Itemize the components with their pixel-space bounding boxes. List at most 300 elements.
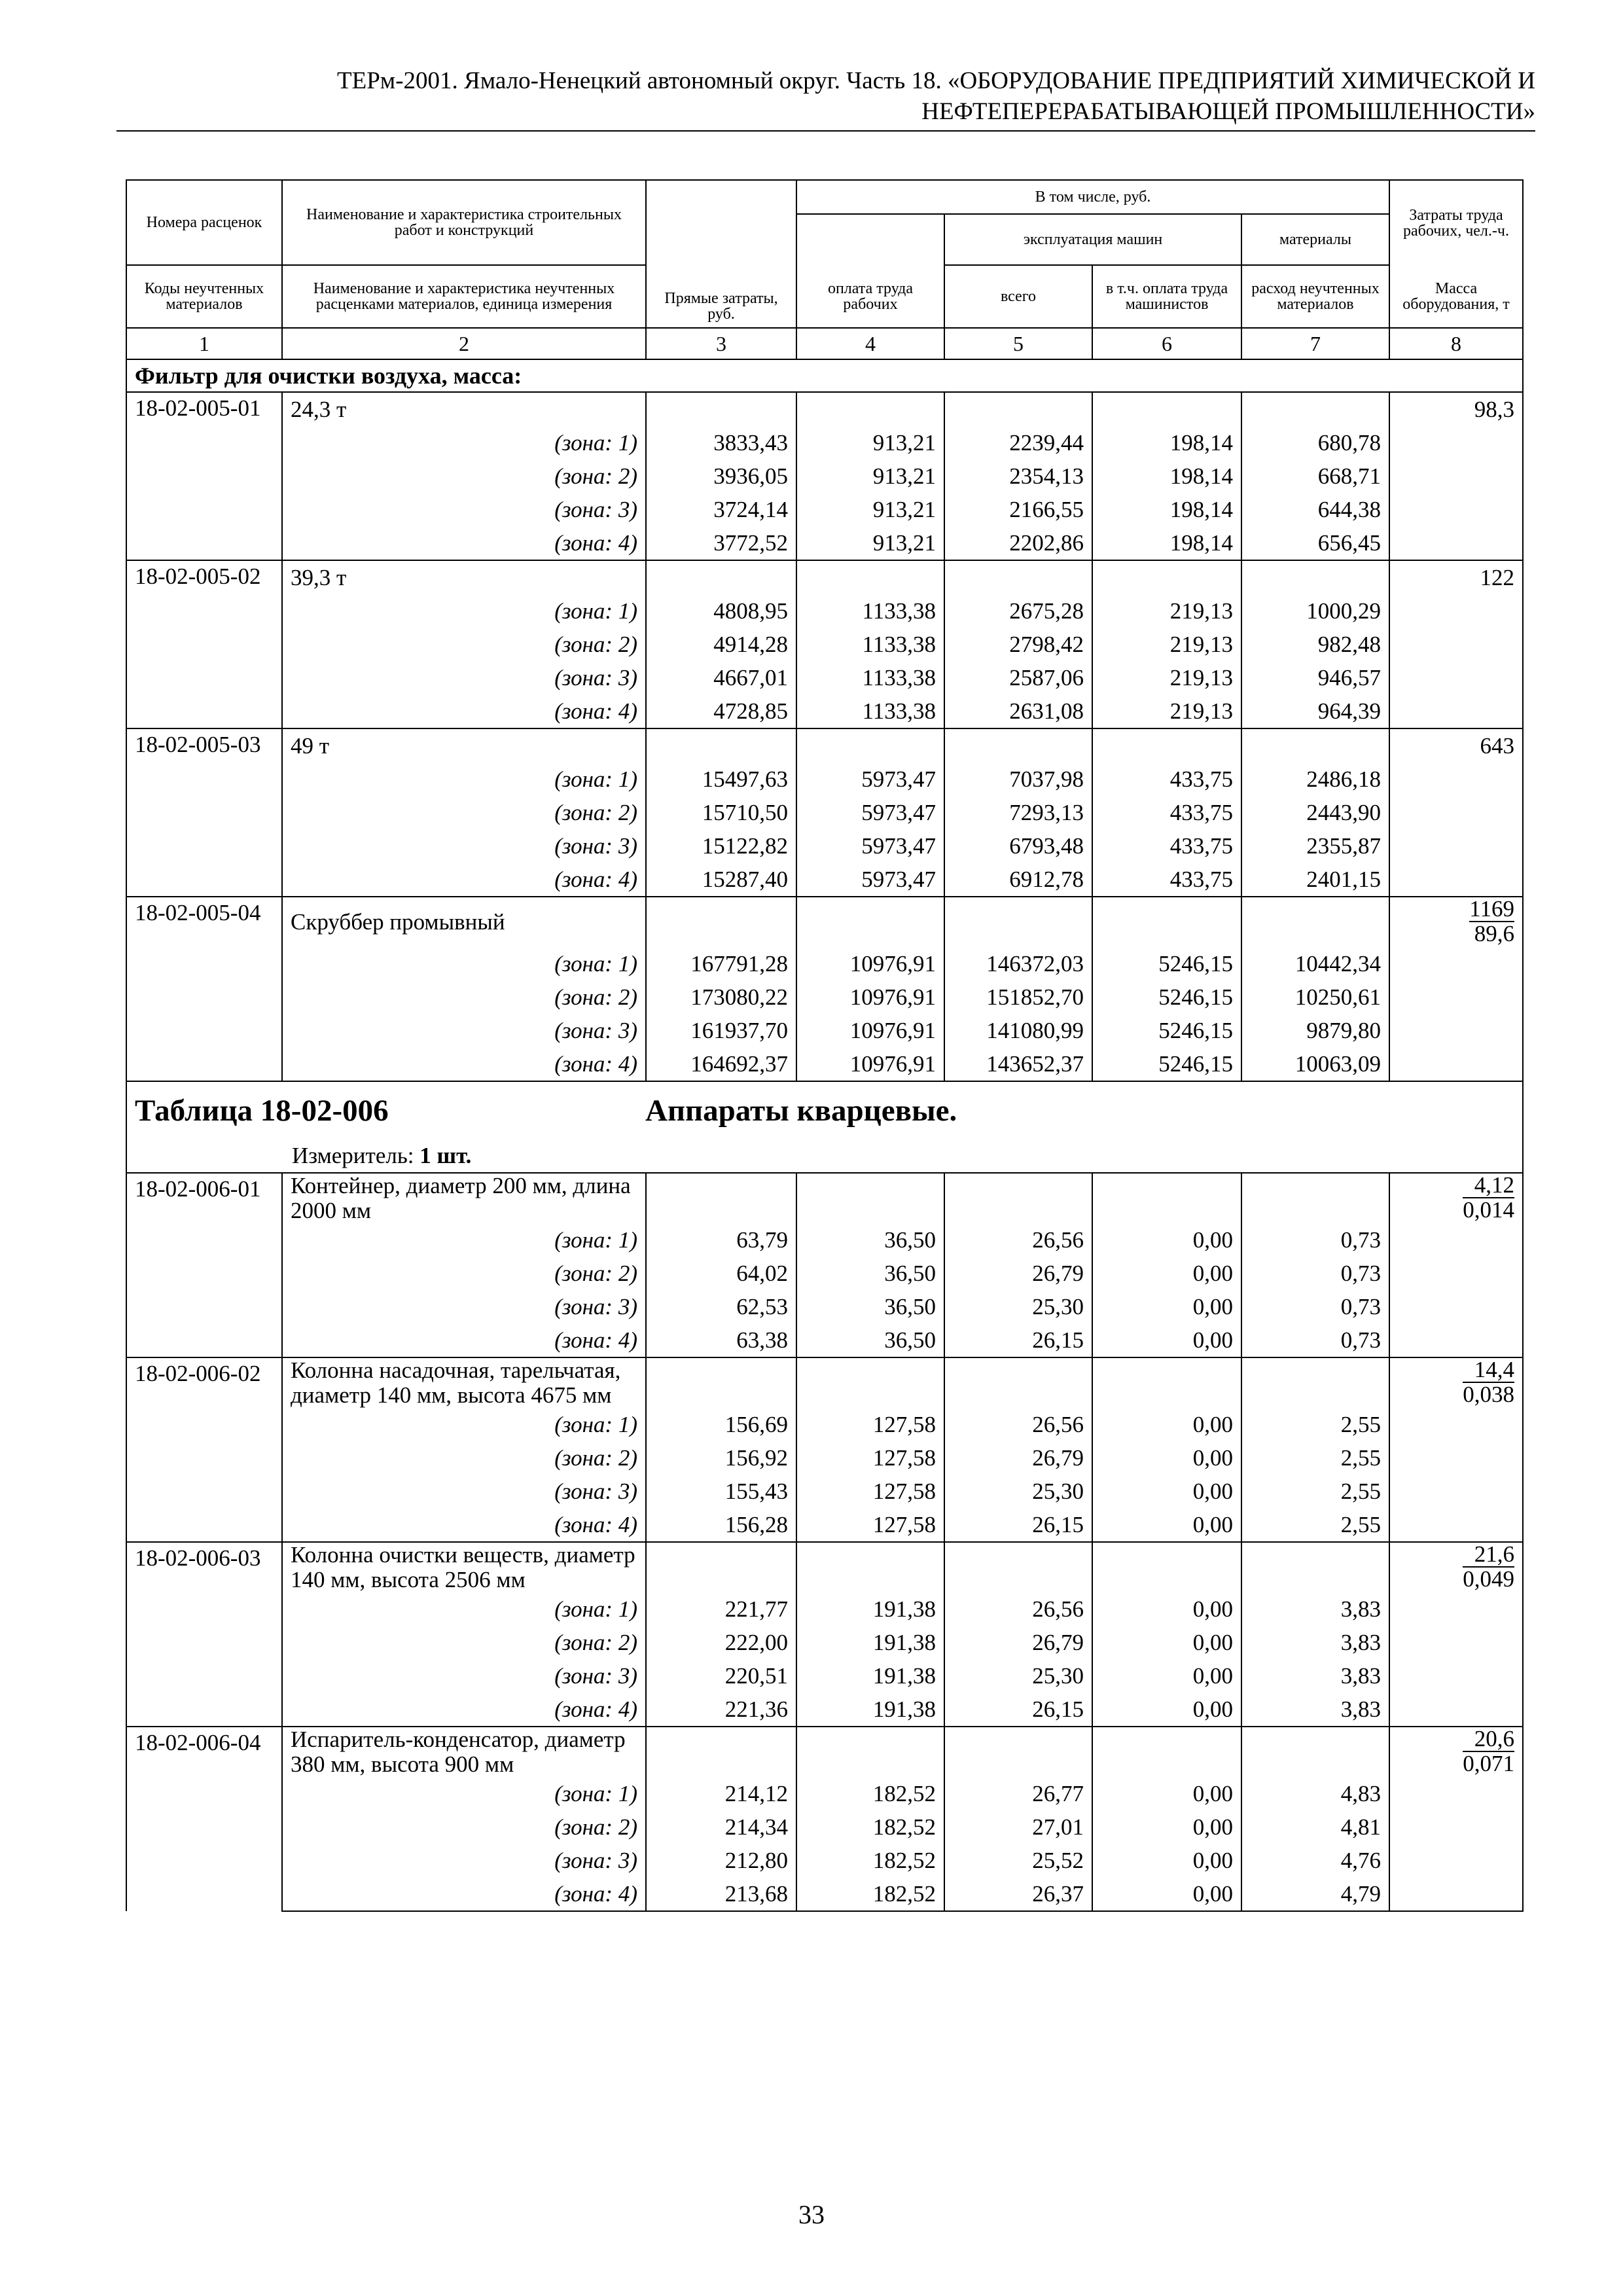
zone-row: [126, 1877, 1523, 1911]
direct-costs-value: 4728,85: [646, 694, 796, 728]
rate-item-row: [126, 1173, 1523, 1223]
empty-cell: [1389, 694, 1523, 728]
empty-cell: [1241, 897, 1389, 947]
rate-item-row: [126, 1542, 1523, 1592]
machinists-pay-value: 0,00: [1092, 1810, 1241, 1844]
zone-label: (зона: 1): [282, 1223, 646, 1257]
worker-pay-value: 10976,91: [796, 980, 944, 1014]
materials-value: 3,83: [1241, 1659, 1389, 1693]
rate-code: 18-02-005-02: [126, 560, 282, 728]
column-number: 5: [944, 328, 1092, 359]
machines-total-value: 26,56: [944, 1408, 1092, 1441]
empty-cell: [796, 560, 944, 594]
direct-costs-value: 156,69: [646, 1408, 796, 1441]
direct-costs-value: 173080,22: [646, 980, 796, 1014]
rate-description: Контейнер, диаметр 200 мм, длина 2000 мм: [282, 1173, 646, 1223]
worker-pay-value: 10976,91: [796, 1014, 944, 1047]
direct-costs-value: 156,28: [646, 1508, 796, 1542]
zone-row: [126, 661, 1523, 694]
direct-costs-value: 155,43: [646, 1475, 796, 1508]
direct-costs-value: 164692,37: [646, 1047, 796, 1081]
zone-row: [126, 796, 1523, 829]
zone-row: [126, 863, 1523, 897]
meter-row: [126, 1139, 1523, 1173]
materials-value: 2355,87: [1241, 829, 1389, 863]
machines-total-value: 141080,99: [944, 1014, 1092, 1047]
worker-pay-value: 191,38: [796, 1626, 944, 1659]
direct-costs-value: 4914,28: [646, 628, 796, 661]
equipment-mass-header: Масса оборудования, т: [1389, 265, 1523, 328]
zone-label: (зона: 2): [282, 1810, 646, 1844]
column-number: 3: [646, 328, 796, 359]
empty-cell: [944, 1727, 1092, 1777]
table-title-cell: [126, 1081, 1523, 1139]
machinists-pay-value: 433,75: [1092, 829, 1241, 863]
direct-costs-value: 62,53: [646, 1290, 796, 1323]
machines-total-value: 25,30: [944, 1475, 1092, 1508]
empty-cell: [796, 1542, 944, 1592]
empty-cell: [1241, 1542, 1389, 1592]
machinists-pay-value: 0,00: [1092, 1475, 1241, 1508]
worker-pay-value: 36,50: [796, 1323, 944, 1357]
empty-cell: [1389, 1408, 1523, 1441]
empty-cell: [1389, 594, 1523, 628]
machinists-pay-header: в т.ч. оплата труда машинистов: [1092, 265, 1241, 328]
rate-code: 18-02-006-03: [126, 1542, 282, 1727]
col1-top-header: Номера расценок: [126, 180, 282, 265]
labor-cost-value: 643: [1389, 728, 1523, 762]
machines-total-value: 26,77: [944, 1777, 1092, 1810]
machines-total-value: 7037,98: [944, 762, 1092, 796]
worker-pay-header: оплата труда рабочих: [796, 265, 944, 328]
zone-label: (зона: 3): [282, 493, 646, 526]
labor-cost-value: 1169: [1469, 897, 1514, 922]
zone-row: [126, 1810, 1523, 1844]
labor-cost-value: 21,6: [1463, 1543, 1514, 1568]
worker-pay-value: 182,52: [796, 1810, 944, 1844]
empty-cell: [646, 1727, 796, 1777]
labor-costs-header: Затраты труда рабочих, чел.-ч.: [1389, 180, 1523, 265]
zone-label: (зона: 1): [282, 1777, 646, 1810]
machines-total-value: 26,15: [944, 1323, 1092, 1357]
rate-item-row: [126, 1357, 1523, 1408]
zone-label: (зона: 2): [282, 1257, 646, 1290]
machines-total-value: 2202,86: [944, 526, 1092, 560]
materials-value: 3,83: [1241, 1693, 1389, 1727]
machinists-pay-value: 0,00: [1092, 1290, 1241, 1323]
column-number: 8: [1389, 328, 1523, 359]
materials-value: 668,71: [1241, 459, 1389, 493]
section-title: Фильтр для очистки воздуха, масса:: [126, 359, 1523, 392]
direct-costs-value: 15497,63: [646, 762, 796, 796]
labor-mass-fraction: [1463, 1358, 1514, 1407]
direct-costs-value: 156,92: [646, 1441, 796, 1475]
zone-label: (зона: 3): [282, 1290, 646, 1323]
worker-pay-value: 5973,47: [796, 762, 944, 796]
rate-description: 39,3 т: [282, 560, 646, 594]
worker-pay-value: 5973,47: [796, 829, 944, 863]
machines-total-value: 26,56: [944, 1223, 1092, 1257]
empty-cell: [1389, 1844, 1523, 1877]
rate-code: 18-02-005-04: [126, 897, 282, 1081]
worker-pay-value: 127,58: [796, 1508, 944, 1542]
machinists-pay-value: 0,00: [1092, 1441, 1241, 1475]
machines-total-value: 26,79: [944, 1257, 1092, 1290]
worker-pay-value: 913,21: [796, 493, 944, 526]
worker-pay-value: 191,38: [796, 1592, 944, 1626]
empty-cell: [1092, 897, 1241, 947]
machinists-pay-value: 0,00: [1092, 1323, 1241, 1357]
rate-item-row: [126, 560, 1523, 594]
machinists-pay-value: 0,00: [1092, 1408, 1241, 1441]
empty-cell: [1092, 1542, 1241, 1592]
worker-pay-value: 127,58: [796, 1475, 944, 1508]
empty-cell: [796, 897, 944, 947]
equipment-mass-value: 0,038: [1463, 1382, 1514, 1407]
machines-total-value: 7293,13: [944, 796, 1092, 829]
machines-total-value: 26,79: [944, 1441, 1092, 1475]
zone-row: [126, 980, 1523, 1014]
materials-value: 3,83: [1241, 1626, 1389, 1659]
empty-cell: [1389, 1659, 1523, 1693]
table-head-row-1: [126, 180, 1523, 214]
rate-code: 18-02-006-01: [126, 1173, 282, 1357]
zone-label: (зона: 4): [282, 1508, 646, 1542]
direct-costs-value: 64,02: [646, 1257, 796, 1290]
worker-pay-value: 191,38: [796, 1659, 944, 1693]
rate-description: Колонна насадочная, тарельчатая, диаметр 140 мм, высота 4675 мм: [282, 1357, 646, 1408]
materials-value: 0,73: [1241, 1323, 1389, 1357]
worker-pay-value: 127,58: [796, 1441, 944, 1475]
page-number: 33: [798, 2200, 825, 2229]
materials-value: 4,79: [1241, 1877, 1389, 1911]
zone-label: (зона: 3): [282, 829, 646, 863]
direct-costs-value: 220,51: [646, 1659, 796, 1693]
empty-cell: [796, 1727, 944, 1777]
direct-costs-value: 15122,82: [646, 829, 796, 863]
equipment-mass-value: 0,014: [1463, 1197, 1514, 1223]
incl-header: В том числе, руб.: [796, 180, 1389, 214]
machinists-pay-value: 433,75: [1092, 762, 1241, 796]
worker-pay-value: 5973,47: [796, 796, 944, 829]
empty-cell: [1389, 947, 1523, 980]
col2-top-header: Наименование и характеристика строительных работ и конструкций: [282, 180, 646, 265]
empty-cell: [1241, 728, 1389, 762]
empty-cell: [944, 728, 1092, 762]
labor-cost-value: 14,4: [1463, 1358, 1514, 1383]
materials-value: 10442,34: [1241, 947, 1389, 980]
zone-label: (зона: 4): [282, 1693, 646, 1727]
zone-label: (зона: 4): [282, 863, 646, 897]
materials-value: 2,55: [1241, 1508, 1389, 1542]
empty-cell: [646, 1357, 796, 1408]
machines-total-value: 27,01: [944, 1810, 1092, 1844]
zone-label: (зона: 1): [282, 594, 646, 628]
rate-description: Скруббер промывный: [282, 897, 646, 947]
machinists-pay-value: 5246,15: [1092, 947, 1241, 980]
direct-costs-value: 214,34: [646, 1810, 796, 1844]
machines-total-value: 26,56: [944, 1592, 1092, 1626]
zone-label: (зона: 4): [282, 1877, 646, 1911]
empty-cell: [1389, 493, 1523, 526]
zone-row: [126, 1844, 1523, 1877]
empty-cell: [1389, 980, 1523, 1014]
zone-row: [126, 829, 1523, 863]
empty-cell: [1092, 1173, 1241, 1223]
zone-row: [126, 1508, 1523, 1542]
empty-cell: [1092, 560, 1241, 594]
machinists-pay-value: 219,13: [1092, 694, 1241, 728]
machinists-pay-value: 0,00: [1092, 1844, 1241, 1877]
meter-value: 1 шт.: [419, 1143, 472, 1168]
machinists-pay-value: 219,13: [1092, 661, 1241, 694]
worker-pay-value: 36,50: [796, 1257, 944, 1290]
empty-cell: [1092, 1727, 1241, 1777]
col2-bottom-header: Наименование и характеристика неучтенных расценками материалов, единица измерения: [282, 265, 646, 328]
zone-row: [126, 459, 1523, 493]
table-label: Таблица 18-02-006: [135, 1094, 389, 1128]
materials-value: 1000,29: [1241, 594, 1389, 628]
machines-total-value: 2675,28: [944, 594, 1092, 628]
labor-mass-fraction: [1463, 1727, 1514, 1776]
zone-label: (зона: 4): [282, 1047, 646, 1081]
empty-cell: [1389, 1323, 1523, 1357]
empty-cell: [1241, 1357, 1389, 1408]
machines-total-value: 2798,42: [944, 628, 1092, 661]
worker-pay-value: 1133,38: [796, 694, 944, 728]
zone-label: (зона: 3): [282, 1659, 646, 1693]
machinists-pay-value: 0,00: [1092, 1777, 1241, 1810]
zone-label: (зона: 3): [282, 1844, 646, 1877]
labor-mass-fraction: [1463, 1543, 1514, 1591]
empty-cell: [1389, 796, 1523, 829]
empty-cell: [1241, 560, 1389, 594]
column-number: 1: [126, 328, 282, 359]
table-title-row: [126, 1081, 1523, 1139]
empty-cell: [944, 1173, 1092, 1223]
materials-value: 946,57: [1241, 661, 1389, 694]
empty-cell: [944, 560, 1092, 594]
machinists-pay-value: 5246,15: [1092, 980, 1241, 1014]
empty-cell: [944, 392, 1092, 426]
empty-cell: [1389, 1777, 1523, 1810]
direct-costs-value: 214,12: [646, 1777, 796, 1810]
zone-row: [126, 1257, 1523, 1290]
empty-cell: [1389, 1441, 1523, 1475]
empty-cell: [796, 392, 944, 426]
section-title-row: [126, 359, 1523, 392]
worker-pay-value: 182,52: [796, 1777, 944, 1810]
worker-pay-value: 1133,38: [796, 661, 944, 694]
machinists-pay-value: 198,14: [1092, 459, 1241, 493]
materials-value: 10250,61: [1241, 980, 1389, 1014]
zone-row: [126, 1777, 1523, 1810]
rate-item-row: [126, 1727, 1523, 1777]
machines-total-value: 25,52: [944, 1844, 1092, 1877]
machinists-pay-value: 198,14: [1092, 426, 1241, 459]
zone-label: (зона: 1): [282, 762, 646, 796]
machinists-pay-value: 0,00: [1092, 1626, 1241, 1659]
machinists-pay-value: 0,00: [1092, 1508, 1241, 1542]
zone-label: (зона: 4): [282, 526, 646, 560]
labor-mass-fraction: [1469, 897, 1514, 946]
labor-cell: [1389, 1357, 1523, 1408]
zone-label: (зона: 2): [282, 796, 646, 829]
empty-cell: [1389, 863, 1523, 897]
worker-pay-value: 182,52: [796, 1877, 944, 1911]
meter-label: Измеритель:: [292, 1143, 414, 1168]
machinists-pay-value: 0,00: [1092, 1659, 1241, 1693]
column-number: 4: [796, 328, 944, 359]
labor-cost-value: 122: [1389, 560, 1523, 594]
empty-cell: [796, 1357, 944, 1408]
empty-cell: [1389, 1223, 1523, 1257]
direct-costs-value: 15710,50: [646, 796, 796, 829]
machines-total-value: 143652,37: [944, 1047, 1092, 1081]
empty-cell: [1092, 728, 1241, 762]
worker-pay-value: 913,21: [796, 526, 944, 560]
empty-cell: [646, 1542, 796, 1592]
machinists-pay-value: 198,14: [1092, 493, 1241, 526]
col1-bottom-header: Коды неучтенных материалов: [126, 265, 282, 328]
materials-value: 4,83: [1241, 1777, 1389, 1810]
empty-cell: [1389, 1810, 1523, 1844]
zone-label: (зона: 4): [282, 694, 646, 728]
zone-row: [126, 1408, 1523, 1441]
machinists-pay-value: 0,00: [1092, 1877, 1241, 1911]
empty-cell: [1241, 1173, 1389, 1223]
direct-costs-header: Прямые затраты, руб.: [646, 180, 796, 328]
rate-description: Колонна очистки веществ, диаметр 140 мм, высота 2506 мм: [282, 1542, 646, 1592]
machinists-pay-value: 0,00: [1092, 1223, 1241, 1257]
machines-total-value: 26,37: [944, 1877, 1092, 1911]
materials-value: 644,38: [1241, 493, 1389, 526]
zone-label: (зона: 2): [282, 1626, 646, 1659]
machines-total-value: 6912,78: [944, 863, 1092, 897]
zone-row: [126, 1323, 1523, 1357]
machines-total-value: 2166,55: [944, 493, 1092, 526]
materials-value: 2,55: [1241, 1408, 1389, 1441]
zone-row: [126, 1592, 1523, 1626]
zone-label: (зона: 2): [282, 459, 646, 493]
machines-total-value: 25,30: [944, 1290, 1092, 1323]
zone-row: [126, 526, 1523, 560]
machines-total-value: 25,30: [944, 1659, 1092, 1693]
rate-code: 18-02-006-02: [126, 1357, 282, 1542]
table-head-row-3: [126, 265, 1523, 328]
machines-total-value: 26,15: [944, 1508, 1092, 1542]
direct-costs-value: 213,68: [646, 1877, 796, 1911]
materials-value: 3,83: [1241, 1592, 1389, 1626]
materials-value: 10063,09: [1241, 1047, 1389, 1081]
labor-cost-value: 98,3: [1389, 392, 1523, 426]
machinists-pay-value: 219,13: [1092, 628, 1241, 661]
labor-cost-value: 20,6: [1463, 1727, 1514, 1752]
rate-description: 24,3 т: [282, 392, 646, 426]
zone-row: [126, 1475, 1523, 1508]
worker-pay-value: 36,50: [796, 1223, 944, 1257]
direct-costs-value: 161937,70: [646, 1014, 796, 1047]
machinists-pay-value: 0,00: [1092, 1693, 1241, 1727]
direct-costs-value: 3724,14: [646, 493, 796, 526]
zone-row: [126, 762, 1523, 796]
empty-cell: [1389, 1047, 1523, 1081]
rate-code: 18-02-005-03: [126, 728, 282, 897]
column-number: 7: [1241, 328, 1389, 359]
rate-item-row: [126, 392, 1523, 426]
empty-cell: [1389, 1592, 1523, 1626]
rate-item-row: [126, 897, 1523, 947]
machinists-pay-value: 198,14: [1092, 526, 1241, 560]
materials-value: 2486,18: [1241, 762, 1389, 796]
empty-cell: [944, 1357, 1092, 1408]
equipment-mass-value: 0,071: [1463, 1751, 1514, 1776]
direct-costs-value: 3936,05: [646, 459, 796, 493]
zone-row: [126, 1441, 1523, 1475]
zone-row: [126, 1626, 1523, 1659]
empty-cell: [1389, 762, 1523, 796]
zone-row: [126, 628, 1523, 661]
column-number: 6: [1092, 328, 1241, 359]
machines-header: эксплуатация машин: [944, 214, 1241, 265]
empty-cell: [796, 728, 944, 762]
direct-costs-value: 222,00: [646, 1626, 796, 1659]
labor-cell: [1389, 1727, 1523, 1777]
zone-label: (зона: 3): [282, 1014, 646, 1047]
header-rule: [116, 130, 1535, 132]
direct-costs-value: 4808,95: [646, 594, 796, 628]
machines-total-value: 146372,03: [944, 947, 1092, 980]
header-line-1: ТЕРм-2001. Ямало-Ненецкий автономный округ. Часть 18. «ОБОРУДОВАНИЕ ПРЕДПРИЯТИЙ ХИМИЧЕСКОЙ И: [337, 67, 1535, 94]
machinists-pay-value: 5246,15: [1092, 1047, 1241, 1081]
direct-costs-value: 3772,52: [646, 526, 796, 560]
direct-costs-value: 212,80: [646, 1844, 796, 1877]
empty-cell: [1389, 628, 1523, 661]
zone-row: [126, 426, 1523, 459]
rate-description: 49 т: [282, 728, 646, 762]
zone-label: (зона: 1): [282, 947, 646, 980]
direct-costs-value: 3833,43: [646, 426, 796, 459]
materials-value: 982,48: [1241, 628, 1389, 661]
zone-row: [126, 1290, 1523, 1323]
materials-value: 680,78: [1241, 426, 1389, 459]
rate-code: 18-02-005-01: [126, 392, 282, 560]
empty-cell: [1389, 1508, 1523, 1542]
zone-row: [126, 1047, 1523, 1081]
empty-cell: [1389, 1626, 1523, 1659]
empty-cell: [944, 1542, 1092, 1592]
worker-pay-value: 5973,47: [796, 863, 944, 897]
rate-item-row: [126, 728, 1523, 762]
zone-row: [126, 1659, 1523, 1693]
zone-row: [126, 1223, 1523, 1257]
machinists-pay-value: 433,75: [1092, 796, 1241, 829]
materials-header: материалы: [1241, 214, 1389, 265]
zone-label: (зона: 3): [282, 1475, 646, 1508]
direct-costs-value: 15287,40: [646, 863, 796, 897]
zone-label: (зона: 2): [282, 980, 646, 1014]
materials-value: 9879,80: [1241, 1014, 1389, 1047]
labor-cell: [1389, 1542, 1523, 1592]
materials-value: 2401,15: [1241, 863, 1389, 897]
empty-cell: [1241, 1727, 1389, 1777]
machinists-pay-value: 5246,15: [1092, 1014, 1241, 1047]
empty-cell: [1389, 459, 1523, 493]
worker-pay-value: 1133,38: [796, 628, 944, 661]
zone-label: (зона: 3): [282, 661, 646, 694]
worker-pay-value: 913,21: [796, 426, 944, 459]
unaccounted-materials-header: расход неучтенных материалов: [1241, 265, 1389, 328]
